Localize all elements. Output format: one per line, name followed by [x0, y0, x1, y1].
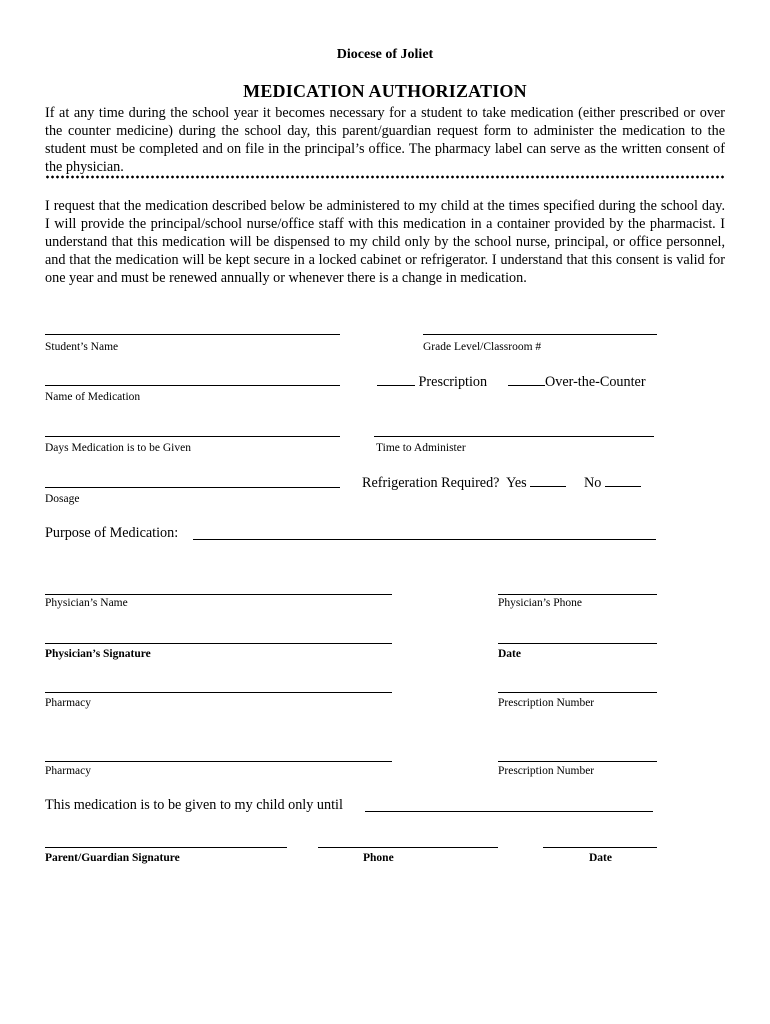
days-field[interactable]: [45, 436, 340, 437]
request-paragraph: I request that the medication described below be administered to my child at the times specified during the school day. I will provide the principal/school nurse/office staff with this medication in a container provided by the pharmacist. I understand that this medication will be dispensed to my child only by the school nurse, principal, or office personnel, and that the medication will be kept secure in a locked cabinet or refrigerator. I understand that this consent is valid for one year and must be renewed annually or whenever there is a change in medication.: [45, 198, 725, 286]
time-label: Time to Administer: [376, 442, 466, 454]
parent-phone-label: Phone: [363, 852, 394, 864]
prescription-number-field-2[interactable]: [498, 761, 657, 762]
otc-option: [508, 374, 646, 391]
grade-level-label: Grade Level/Classroom #: [423, 341, 542, 353]
refrigeration-question: [362, 475, 641, 492]
parent-date-field[interactable]: [543, 847, 657, 848]
pharmacy-label-1: Pharmacy: [45, 697, 91, 709]
yes-label: Yes: [506, 475, 527, 491]
no-label: No: [584, 475, 602, 491]
dotted-divider: [45, 175, 726, 179]
physician-name-field[interactable]: [45, 594, 392, 595]
parent-date-label: Date: [589, 852, 612, 864]
prescription-label: Prescription: [418, 374, 488, 390]
physician-phone-field[interactable]: [498, 594, 657, 595]
physician-signature-field[interactable]: [45, 643, 392, 644]
physician-signature-label: Physician’s Signature: [45, 648, 151, 660]
grade-level-field[interactable]: [423, 334, 657, 335]
dosage-label: Dosage: [45, 493, 80, 505]
medication-name-field[interactable]: [45, 385, 340, 386]
parent-phone-field[interactable]: [318, 847, 498, 848]
student-name-label: Student’s Name: [45, 341, 119, 353]
form-title: MEDICATION AUTHORIZATION: [243, 81, 527, 101]
otc-label: Over-the-Counter: [545, 374, 646, 390]
pharmacy-label-2: Pharmacy: [45, 765, 91, 777]
prescription-number-field-1[interactable]: [498, 692, 657, 693]
prescription-option: [377, 374, 487, 391]
prescription-number-label-1: Prescription Number: [498, 697, 595, 709]
dosage-field[interactable]: [45, 487, 340, 488]
organization-name: Diocese of Joliet: [336, 47, 434, 62]
medication-name-label: Name of Medication: [45, 391, 141, 403]
parent-signature-label: Parent/Guardian Signature: [45, 852, 180, 864]
given-until-label: This medication is to be given to my child only until: [45, 797, 343, 813]
yes-checkbox[interactable]: [530, 475, 566, 487]
purpose-field[interactable]: [193, 539, 656, 540]
purpose-label: Purpose of Medication:: [45, 525, 179, 541]
days-label: Days Medication is to be Given: [45, 442, 191, 454]
prescription-number-label-2: Prescription Number: [498, 765, 595, 777]
time-field[interactable]: [374, 436, 654, 437]
pharmacy-field-2[interactable]: [45, 761, 392, 762]
physician-date-field[interactable]: [498, 643, 657, 644]
intro-paragraph: If at any time during the school year it becomes necessary for a student to take medication (either prescribed or over the counter medicine) during the school day, this parent/guardian request form to administer the medication to the student must be completed and on file in the principal’s office. The pharmacy label can serve as the written consent of the physician.: [45, 105, 725, 175]
student-name-field[interactable]: [45, 334, 340, 335]
physician-date-label: Date: [498, 648, 521, 660]
refrigeration-label: Refrigeration Required?: [362, 475, 500, 491]
physician-name-label: Physician’s Name: [45, 597, 128, 609]
no-checkbox[interactable]: [605, 475, 641, 487]
prescription-checkbox[interactable]: [377, 374, 415, 386]
otc-checkbox[interactable]: [508, 374, 545, 386]
pharmacy-field-1[interactable]: [45, 692, 392, 693]
physician-phone-label: Physician’s Phone: [498, 597, 583, 609]
given-until-field[interactable]: [365, 811, 653, 812]
parent-signature-field[interactable]: [45, 847, 287, 848]
